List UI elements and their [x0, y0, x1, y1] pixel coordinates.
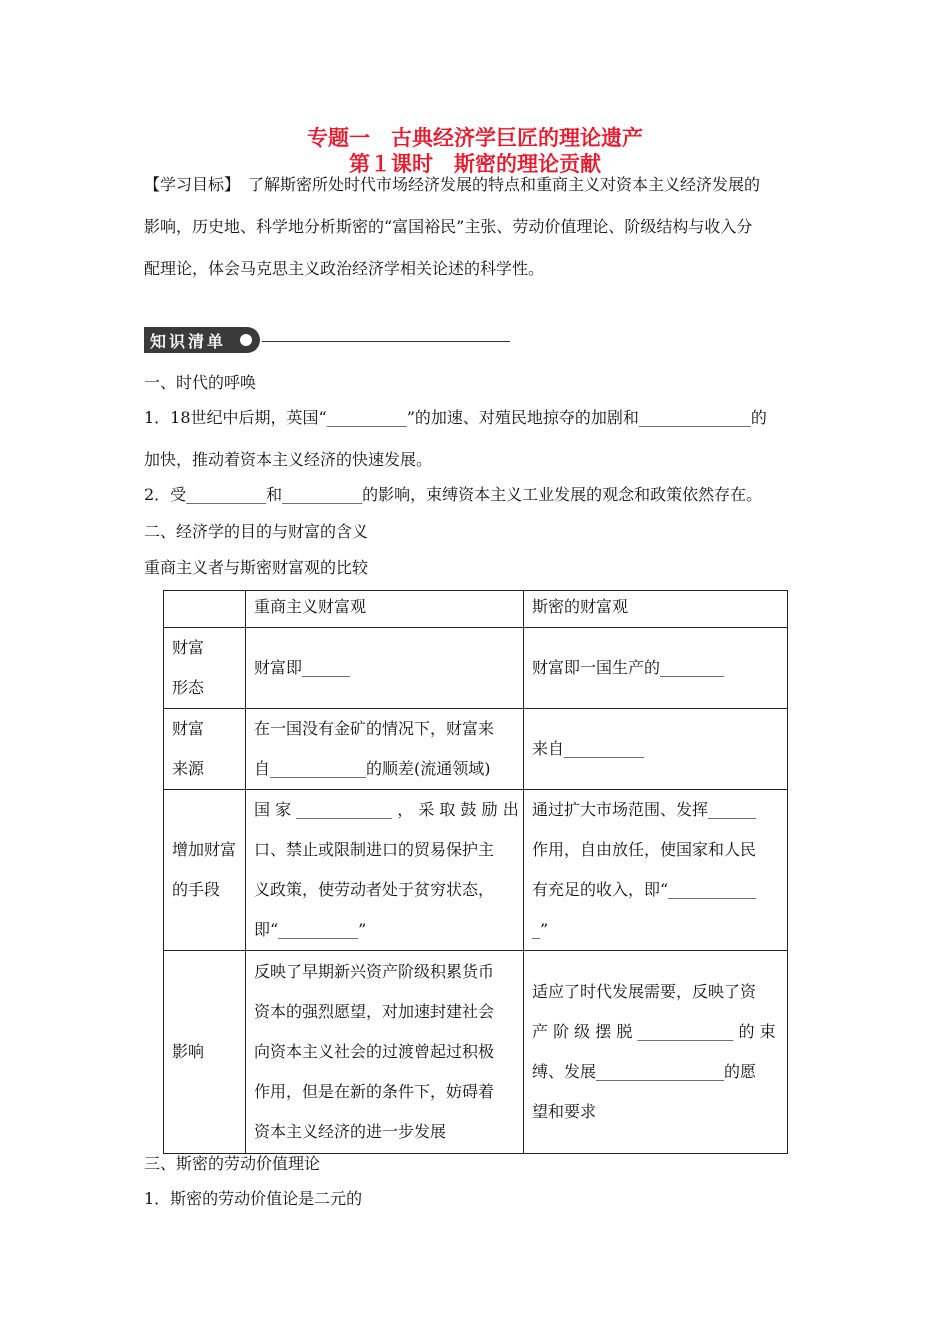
wealth-comparison-table	[163, 590, 788, 1154]
table-caption: 重商主义者与斯密财富观的比较	[144, 558, 369, 577]
cell-line: 望和要求	[532, 1102, 597, 1121]
label-line: 财富	[172, 719, 205, 738]
objective-line-3: 配理论，体会马克思主义政治经济学相关论述的科学性。	[144, 259, 545, 278]
cell-line: _”	[532, 920, 549, 939]
cell-line: 即“__________”	[254, 920, 367, 939]
label-line: 影响	[172, 1042, 205, 1061]
title-line-1: 专题一 古典经济学巨匠的理论遗产	[307, 126, 643, 150]
label-line: 形态	[172, 678, 205, 697]
bullet-dot-icon	[240, 334, 252, 346]
knowledge-list-banner	[144, 327, 264, 353]
mercantilist-cell	[246, 709, 524, 790]
table-row	[164, 951, 788, 1154]
section-3-item-1: 1．斯密的劳动价值论是二元的	[144, 1189, 363, 1208]
cell-line: 作用，但是在新的条件下，妨碍着	[254, 1082, 495, 1101]
cell-line: 在一国没有金矿的情况下，财富来	[254, 719, 495, 738]
row-label	[164, 628, 246, 709]
header-cell-smith: 斯密的财富观	[524, 591, 788, 628]
table-row	[164, 790, 788, 951]
cell-line: 缚、发展________________的愿	[532, 1062, 757, 1081]
row-label	[164, 951, 246, 1154]
smith-cell	[524, 628, 788, 709]
section-1-item-1-line-2: 加快，推动着资本主义经济的快速发展。	[144, 450, 433, 469]
label-line: 财富	[172, 638, 205, 657]
cell-line: 义政策，使劳动者处于贫穷状态，	[254, 880, 495, 899]
section-1-item-2: 2．受__________和__________的影响，束缚资本主义工业发展的观念和政策依然存在。	[144, 485, 763, 504]
smith-cell	[524, 709, 788, 790]
cell-line: 国 家 ____________ ， 采 取 鼓 励 出	[254, 800, 519, 819]
table-row	[164, 628, 788, 709]
smith-cell	[524, 790, 788, 951]
cell-line: 适应了时代发展需要，反映了资	[532, 982, 757, 1001]
table-header-row	[164, 591, 788, 628]
mercantilist-cell	[246, 951, 524, 1154]
table-row	[164, 709, 788, 790]
cell-line: 财富即______	[254, 658, 351, 677]
smith-cell	[524, 951, 788, 1154]
label-line: 的手段	[172, 880, 221, 899]
section-1-item-1-line-1: 1．18世纪中后期，英国“__________”的加速、对殖民地掠夺的加剧和______________的	[144, 408, 767, 427]
objective-line-1: 【学习目标】 了解斯密所处时代市场经济发展的特点和重商主义对资本主义经济发展的	[144, 175, 761, 194]
label-line: 增加财富	[172, 840, 237, 859]
title-line-2: 第１课时 斯密的理论贡献	[349, 152, 601, 176]
cell-line: 来自__________	[532, 739, 645, 758]
mercantilist-cell	[246, 790, 524, 951]
header-cell-mercantilist: 重商主义财富观	[246, 591, 524, 628]
cell-line: 产 阶 级 摆 脱 ____________ 的 束	[532, 1022, 776, 1041]
row-label	[164, 709, 246, 790]
learning-objectives	[144, 164, 808, 290]
header-cell-empty	[164, 591, 246, 628]
cell-line: 反映了早期新兴资产阶级积累货币	[254, 962, 495, 981]
section-1-heading: 一、时代的呼唤	[144, 373, 257, 392]
objective-line-2: 影响，历史地、科学地分析斯密的“富国裕民”主张、劳动价值理论、阶级结构与收入分	[144, 217, 753, 236]
section-2-heading: 二、经济学的目的与财富的含义	[144, 522, 369, 541]
cell-line: 资本主义经济的进一步发展	[254, 1122, 447, 1141]
section-3-heading: 三、斯密的劳动价值理论	[144, 1154, 321, 1173]
row-label	[164, 790, 246, 951]
cell-line: 作用，自由放任，使国家和人民	[532, 840, 757, 859]
cell-line: 自____________的顺差(流通领域)	[254, 759, 491, 778]
cell-line: 财富即一国生产的________	[532, 658, 725, 677]
label-line: 来源	[172, 759, 205, 778]
cell-line: 向资本主义社会的过渡曾起过积极	[254, 1042, 495, 1061]
cell-line: 通过扩大市场范围、发挥______	[532, 800, 757, 819]
mercantilist-cell	[246, 628, 524, 709]
cell-line: 口、禁止或限制进口的贸易保护主	[254, 840, 495, 859]
banner-label: 知识清单	[150, 332, 227, 351]
cell-line: 资本的强烈愿望，对加速封建社会	[254, 1002, 495, 1021]
cell-line: 有充足的收入，即“___________	[532, 880, 757, 899]
banner-rule	[262, 341, 510, 342]
